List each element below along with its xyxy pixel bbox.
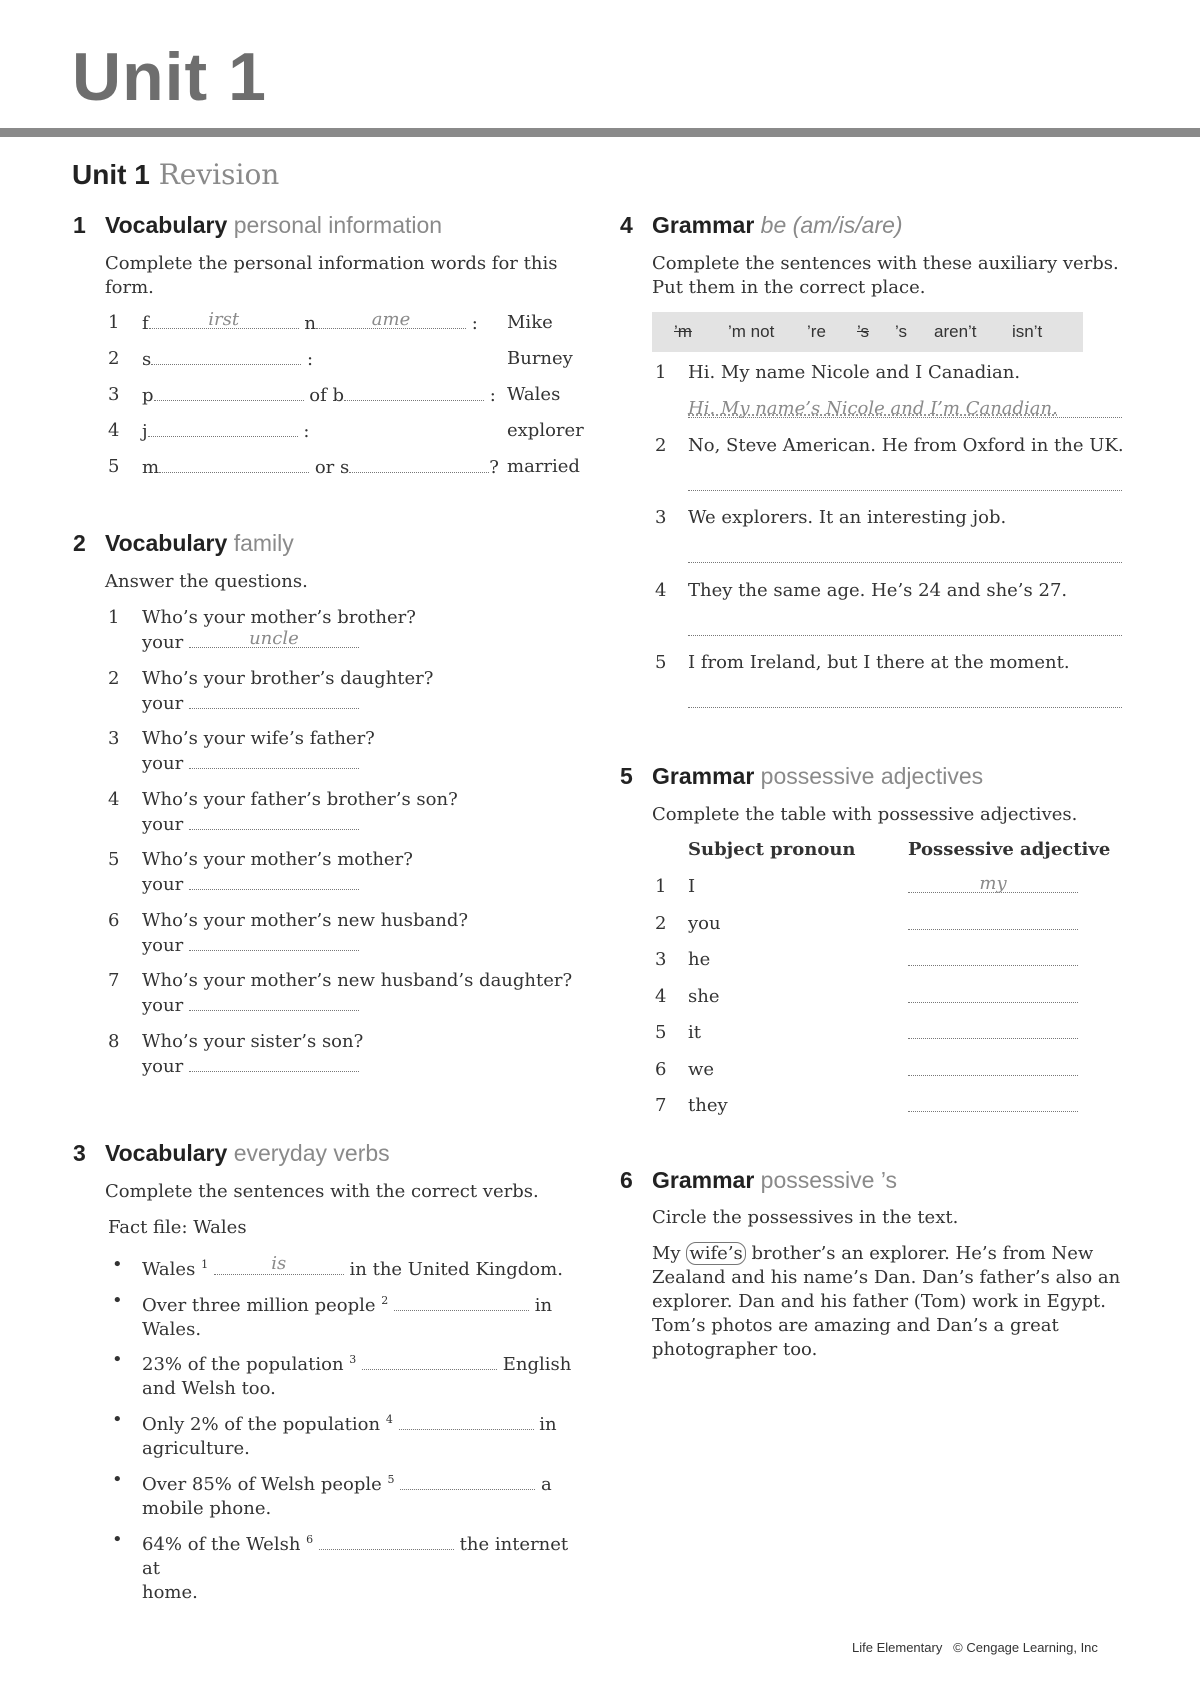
fact-bullet: • Over three million people $^2$ in Wales. (142, 1289, 582, 1342)
revision-title-word: Revision (158, 158, 280, 191)
blank-field[interactable] (319, 1533, 454, 1550)
answer-field[interactable] (189, 934, 359, 951)
fact-bullet: • 64% of the Welsh $^6$ the internet at home. (142, 1528, 582, 1605)
word-chip: ’s (857, 322, 869, 341)
word-chip: ’re (807, 322, 826, 341)
blank-field[interactable]: is (214, 1258, 344, 1275)
answer-line[interactable] (688, 489, 1122, 491)
answer-field[interactable] (189, 752, 359, 769)
section-6-heading: 6 Grammar possessive ’s (620, 1167, 898, 1193)
fact-bullet: • Wales $^1$ is in the United Kingdom. (142, 1253, 582, 1282)
answer-field[interactable] (908, 913, 1078, 930)
fact-bullet: • Only 2% of the population $^4$ in agriculture. (142, 1408, 582, 1461)
blank-field[interactable] (400, 1473, 535, 1490)
word-chip: aren’t (934, 322, 977, 341)
answer-line[interactable] (688, 634, 1122, 636)
section-1-heading: 1 Vocabulary personal information (73, 212, 443, 238)
unit-title: Unit 1 (72, 39, 267, 115)
section-1-instruction: Complete the personal information words for this form. (105, 253, 558, 298)
top-rule (0, 128, 1200, 137)
revision-title (72, 158, 279, 191)
table-header-possessive: Possessive adjective (908, 839, 1111, 860)
blank-field[interactable] (362, 1353, 497, 1370)
answer-field[interactable] (908, 1095, 1078, 1112)
revision-title-unit: Unit 1 (72, 159, 150, 190)
answer-field[interactable] (189, 994, 359, 1011)
blank-field[interactable] (159, 456, 309, 473)
section-5-instruction: Complete the table with possessive adjectives. (652, 804, 1078, 825)
section-6-text: My wife’s brother’s an explorer. He’s from New Zealand and his name’s Dan. Dan’s father’s also an explorer. Dan and his father (Tom) work in Egypt. Tom’s photos are amazing and Dan’s a great photographer too. (652, 1243, 1121, 1360)
section-2-heading: 2 Vocabulary family (73, 530, 294, 556)
word-chip: ’m not (728, 322, 775, 341)
footer-copyright: © Cengage Learning, Inc (953, 1640, 1098, 1655)
answer-field[interactable] (908, 949, 1078, 966)
table-header-subject: Subject pronoun (688, 839, 856, 860)
section-3-instruction: Complete the sentences with the correct verbs. (105, 1181, 539, 1202)
fact-bullet: • 23% of the population $^3$ English and Welsh too. (142, 1348, 582, 1401)
blank-field[interactable] (148, 420, 298, 437)
section-4-heading: 4 Grammar be (am/is/are) (620, 212, 903, 238)
footer (852, 1640, 1098, 1655)
word-chip: isn’t (1012, 322, 1043, 341)
answer-field[interactable]: my (908, 876, 1078, 893)
word-chip: ’s (895, 322, 907, 341)
answer-field[interactable] (189, 813, 359, 830)
section-6-instruction: Circle the possessives in the text. (652, 1207, 959, 1228)
blank-field[interactable] (394, 1294, 529, 1311)
word-chip: ’m (674, 322, 692, 341)
answer-field[interactable] (908, 1059, 1078, 1076)
answer-line[interactable] (688, 561, 1122, 563)
section-3-heading: 3 Vocabulary everyday verbs (73, 1140, 390, 1166)
answer-field[interactable] (189, 1055, 359, 1072)
section-4-instruction: Complete the sentences with these auxiliary verbs. Put them in the correct place. (652, 253, 1119, 298)
blank-field[interactable]: ame (316, 312, 466, 329)
answer-field[interactable] (189, 873, 359, 890)
blank-field[interactable] (151, 348, 301, 365)
section-2-instruction: Answer the questions. (105, 571, 308, 592)
answer-line[interactable] (688, 416, 1122, 418)
blank-field[interactable] (349, 456, 489, 473)
answer-field[interactable]: uncle (189, 631, 359, 648)
answer-field[interactable] (908, 986, 1078, 1003)
answer-field[interactable] (908, 1022, 1078, 1039)
answer-field[interactable] (189, 692, 359, 709)
word-box (652, 312, 1083, 352)
answer-line[interactable] (688, 706, 1122, 708)
fact-bullet: • Over 85% of Welsh people $^5$ a mobile phone. (142, 1468, 582, 1521)
example-answer: Hi. My name’s Nicole and I’m Canadian. (688, 398, 1058, 419)
section-5-heading: 5 Grammar possessive adjectives (620, 763, 984, 789)
blank-field[interactable]: irst (149, 312, 299, 329)
circled-word[interactable]: wife’s (686, 1242, 745, 1265)
fact-file-title: Fact file: Wales (108, 1217, 247, 1238)
blank-field[interactable] (399, 1413, 534, 1430)
footer-brand: Life Elementary (852, 1640, 943, 1655)
blank-field[interactable] (154, 384, 304, 401)
blank-field[interactable] (344, 384, 484, 401)
